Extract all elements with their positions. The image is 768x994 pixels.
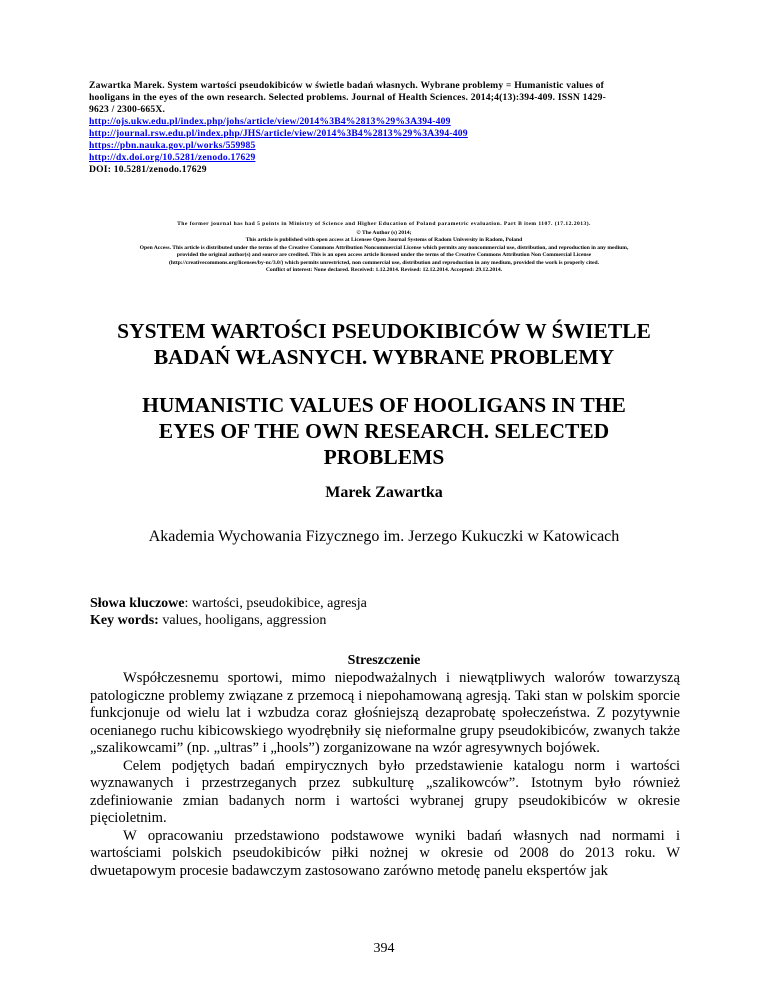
citation-doi: DOI: 10.5281/zenodo.17629 (89, 164, 207, 175)
journal-info-line: (http://creativecommons.org/licenses/by-nc/3.0/) which permits unrestricted, non commercial use, distribution and reproduction in any medium, provided the work is properly cited. (169, 259, 599, 266)
keywords-polish-label: Słowa kluczowe (90, 596, 185, 611)
abstract-paragraph: Współczesnemu sportowi, mimo niepodważalnych i niewątpliwych walorów towarzyszą patologiczne problemy związane z przemocą i niepohamowaną agresją. Taki stan w polskim sporcie funkcjonuje od wielu lat i wzbudza coraz głośniejszą dezaprobatę społeczeństwa. Z pozytywnie ocenianego ruchu kibicowskiego wyodrębniły się nieformalne grupy pseudokibiców, zwanych także „szalikowcami” (np. „ultras” i „hools”) zorganizowane na wzór agresywnych bojówek. (90, 670, 680, 756)
abstract-body (90, 670, 680, 880)
citation-line: 9623 / 2300-665X. (89, 104, 166, 115)
journal-info-line: © The Author (s) 2014; (356, 229, 412, 236)
title-line: EYES OF THE OWN RESEARCH. SELECTED (158, 419, 610, 443)
keywords-english (90, 612, 680, 629)
title-line: BADAŃ WŁASNYCH. WYBRANE PROBLEMY (153, 345, 615, 369)
citation-line: hooligans in the eyes of the own research. Selected problems. Journal of Health Sciences. 2014;4(13):394-409. ISSN 1429- (89, 92, 606, 103)
citation-line: Zawartka Marek. System wartości pseudokibiców w świetle badań własnych. Wybrane problemy = Humanistic values of (89, 80, 605, 91)
title-line: PROBLEMS (323, 445, 445, 469)
title-line: HUMANISTIC VALUES OF HOOLIGANS IN THE (142, 393, 626, 417)
citation-link-doi[interactable]: http://dx.doi.org/10.5281/zenodo.17629 (89, 152, 256, 163)
abstract-paragraph: W opracowaniu przedstawiono podstawowe wyniki badań własnych nad normami i wartościami polskich pseudokibiców piłki nożnej w okresie od 2008 do 2013 roku. W dwuetapowym procesie badawczym zastosowano zarówno metodę panelu ekspertów jak (90, 827, 680, 879)
journal-info (94, 221, 674, 275)
journal-info-line: Open Access. This article is distributed under the terms of the Creative Commons Attribution Noncommercial License which permits any noncommercial use, distribution, and reproduction in any medium, (139, 244, 629, 251)
keywords-english-label: Key words: (90, 613, 159, 628)
citation-block (89, 80, 681, 176)
journal-info-line: Conflict of interest: None declared. Received: 1.12.2014. Revised: 12.12.2014. Accepted: 29.12.2014. (265, 267, 503, 273)
title-line: SYSTEM WARTOŚCI PSEUDOKIBICÓW W ŚWIETLE (117, 319, 651, 343)
journal-info-line: The former journal has had 5 points in Ministry of Science and Higher Education of Poland parametric evaluation. Part B item 1107. (17.12.2013). (177, 221, 591, 227)
title-polish (80, 318, 688, 370)
citation-link-rsw[interactable]: http://journal.rsw.edu.pl/index.php/JHS/article/view/2014%3B4%2813%29%3A394-409 (89, 128, 468, 139)
keywords-polish-values: : wartości, pseudokibice, agresja (184, 596, 367, 611)
author-name: Marek Zawartka (325, 484, 443, 501)
keywords-block (90, 595, 680, 629)
author-affiliation: Akademia Wychowania Fizycznego im. Jerzego Kukuczki w Katowicach (148, 528, 620, 545)
citation-link-pbn[interactable]: https://pbn.nauka.gov.pl/works/559985 (89, 140, 256, 151)
abstract-heading: Streszczenie (347, 653, 421, 668)
keywords-english-values: values, hooligans, aggression (158, 613, 327, 628)
abstract-paragraph: Celem podjętych badań empirycznych było przedstawienie katalogu norm i wartości wyznawanych i przestrzeganych przez subkulturę „szalikowców”. Istotnym było również zdefiniowanie zmian badanych norm i wartości wybranej grupy pseudokibiców w okresie pięcioletnim. (90, 757, 680, 826)
journal-info-line: provided the original author(s) and source are credited. This is an open access article licensed under the terms of the Creative Commons Attribution Non Commercial License (176, 252, 592, 258)
keywords-polish (90, 595, 680, 612)
journal-info-line: This article is published with open access at Licensee Open Journal Systems of Radom University in Radom, Poland (245, 237, 523, 243)
page-number: 394 (373, 941, 395, 956)
citation-link-ojs[interactable]: http://ojs.ukw.edu.pl/index.php/johs/article/view/2014%3B4%2813%29%3A394-409 (89, 116, 451, 127)
title-english (80, 392, 688, 470)
